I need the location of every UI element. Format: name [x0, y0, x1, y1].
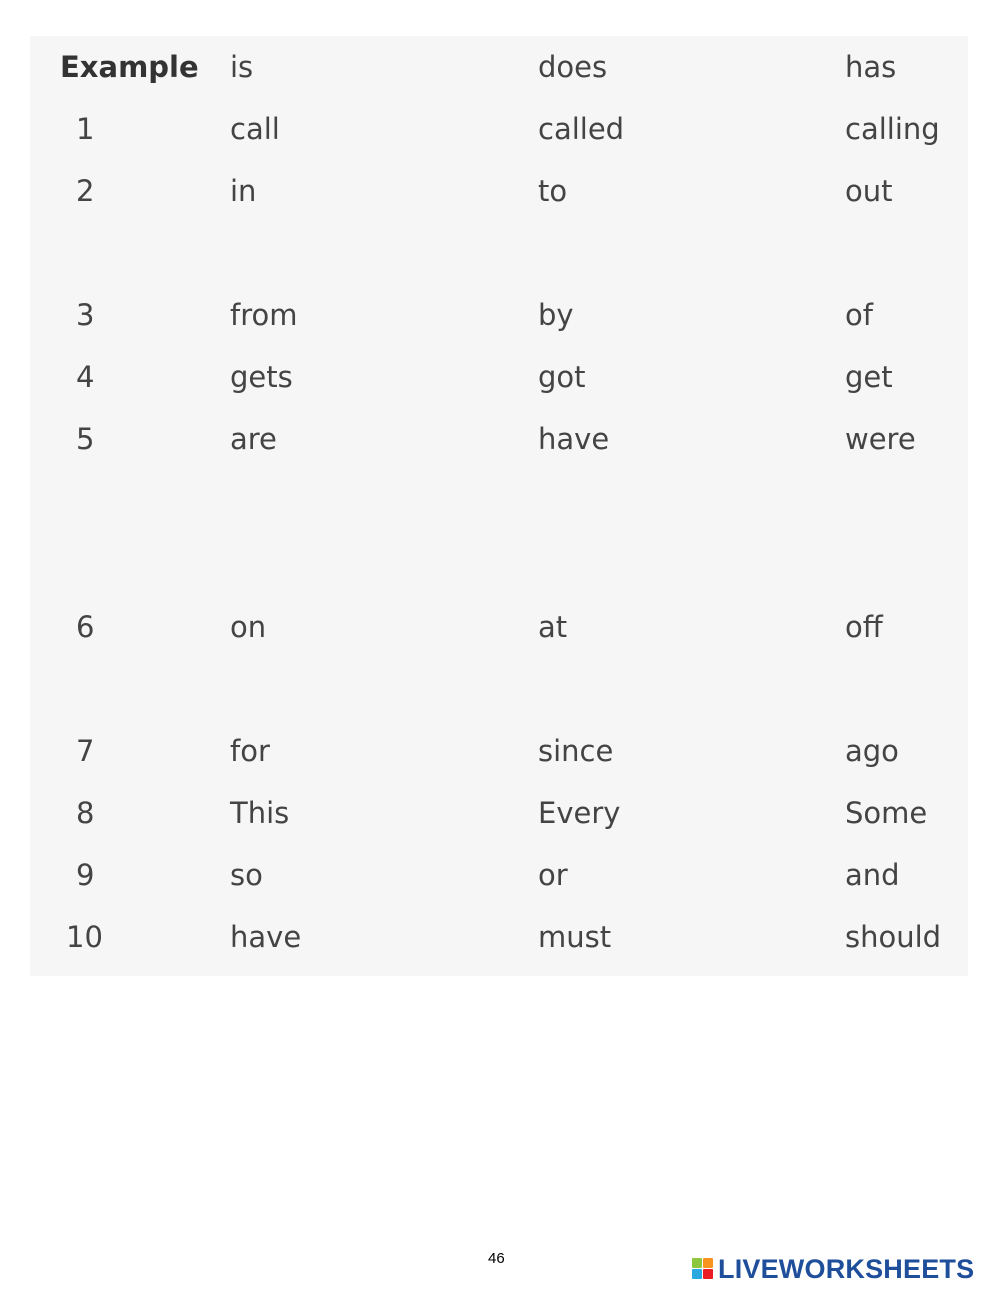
word-option-2: have [538, 422, 610, 456]
table-row-6 [30, 602, 968, 652]
word-option-3: ago [845, 734, 899, 768]
row-label: 10 [66, 920, 103, 954]
row-label: 5 [76, 422, 95, 456]
row-label: 8 [76, 796, 95, 830]
word-option-1: This [230, 796, 290, 830]
row-label: Example [60, 50, 199, 84]
word-option-3: get [845, 360, 893, 394]
table-row-8 [30, 788, 968, 838]
word-option-2: must [538, 920, 612, 954]
row-label: 7 [76, 734, 95, 768]
row-label: 2 [76, 174, 95, 208]
brand-name: LIVEWORKSHEETS [718, 1253, 975, 1284]
word-option-1: from [230, 298, 298, 332]
word-option-1: gets [230, 360, 293, 394]
table-row-10 [30, 912, 968, 962]
word-option-1: in [230, 174, 257, 208]
word-option-2: since [538, 734, 614, 768]
word-option-2: Every [538, 796, 621, 830]
word-option-1: are [230, 422, 277, 456]
word-option-3: out [845, 174, 893, 208]
row-label: 1 [76, 112, 95, 146]
table-row-example [30, 42, 968, 92]
row-label: 9 [76, 858, 95, 892]
liveworksheets-logo [692, 1254, 974, 1284]
row-label: 6 [76, 610, 95, 644]
word-option-3: should [845, 920, 942, 954]
word-option-3: were [845, 422, 916, 456]
table-row-7 [30, 726, 968, 776]
word-option-2: at [538, 610, 568, 644]
word-option-3: and [845, 858, 900, 892]
page-number: 46 [488, 1250, 505, 1267]
word-option-2: by [538, 298, 574, 332]
word-option-1: for [230, 734, 270, 768]
table-row-9 [30, 850, 968, 900]
word-option-2: or [538, 858, 568, 892]
word-choice-table [30, 36, 968, 976]
word-option-1: call [230, 112, 280, 146]
table-row-5 [30, 414, 968, 464]
table-row-4 [30, 352, 968, 402]
row-label: 4 [76, 360, 95, 394]
word-option-1: have [230, 920, 302, 954]
table-row-2 [30, 166, 968, 216]
word-option-3: has [845, 50, 897, 84]
word-option-3: calling [845, 112, 940, 146]
word-option-1: on [230, 610, 267, 644]
word-option-1: so [230, 858, 263, 892]
word-option-2: to [538, 174, 568, 208]
word-option-2: got [538, 360, 586, 394]
word-option-2: does [538, 50, 608, 84]
word-option-3: off [845, 610, 883, 644]
word-option-1: is [230, 50, 254, 84]
word-option-2: called [538, 112, 625, 146]
liveworksheets-logo-icon [692, 1258, 714, 1280]
word-option-3: Some [845, 796, 928, 830]
table-row-3 [30, 290, 968, 340]
word-option-3: of [845, 298, 873, 332]
row-label: 3 [76, 298, 95, 332]
table-row-1 [30, 104, 968, 154]
